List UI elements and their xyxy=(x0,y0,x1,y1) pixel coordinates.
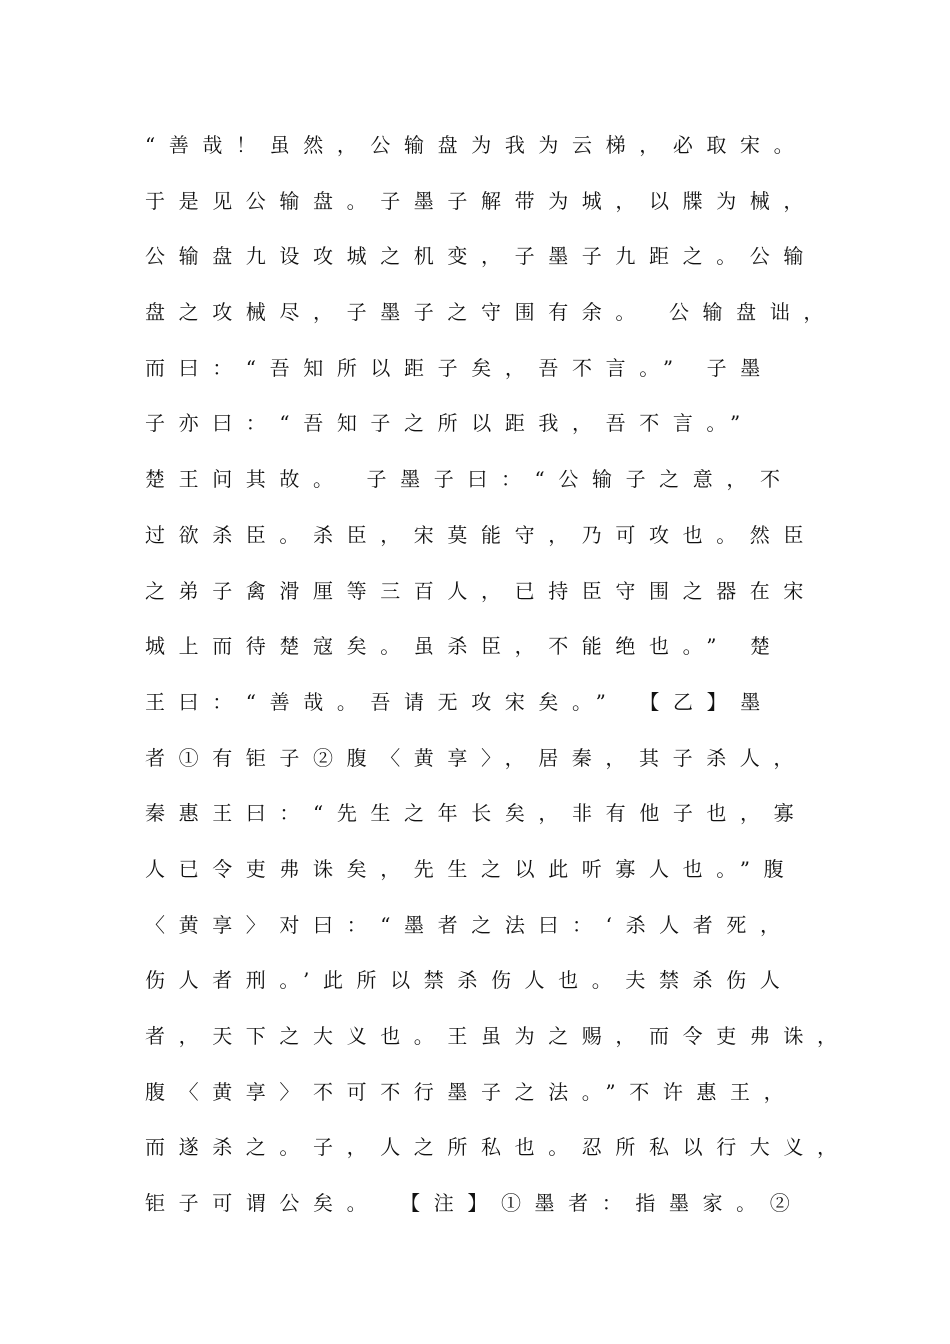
text-line: 钜子可谓公矣。 【注】①墨者：指墨家。② xyxy=(145,1191,804,1216)
text-line: 城上而待楚寇矣。虽杀臣，不能绝也。” 楚 xyxy=(145,634,784,659)
passage-text xyxy=(145,128,851,1242)
text-line: 之弟子禽滑厘等三百人，已持臣守围之器在宋 xyxy=(145,578,817,603)
text-line: 者，天下之大义也。王虽为之赐，而令吏弗诛， xyxy=(145,1024,851,1048)
text-line: 于是见公输盘。子墨子解带为城，以牒为械， xyxy=(145,188,817,213)
text-line: 过欲杀臣。杀臣，宋莫能守，乃可攻也。然臣 xyxy=(145,522,817,547)
text-line: 而曰：“吾知所以距子矣，吾不言。” 子墨 xyxy=(145,355,774,380)
text-line: 〈黄享〉对曰：“墨者之法曰：‘杀人者死， xyxy=(145,912,794,937)
text-line: 王曰：“善哉。吾请无攻宋矣。” 【乙】墨 xyxy=(145,689,774,714)
text-line: 子亦曰：“吾知子之所以距我，吾不言。” xyxy=(145,411,754,436)
text-line: 人已令吏弗诛矣，先生之以此听寡人也。”腹 xyxy=(145,856,798,881)
text-line: 者①有钜子②腹〈黄享〉，居秦，其子杀人， xyxy=(145,745,807,770)
text-line: 而遂杀之。子，人之所私也。忍所私以行大义， xyxy=(145,1135,851,1160)
text-line: 盘之攻械尽，子墨子之守围有余。 公输盘诎， xyxy=(145,300,837,325)
text-line: 楚王问其故。 子墨子曰：“公输子之意，不 xyxy=(145,467,794,492)
text-line: “善哉！虽然，公输盘为我为云梯，必取宋。 xyxy=(145,133,808,157)
text-line: 腹〈黄享〉不可不行墨子之法。”不许惠王， xyxy=(145,1079,798,1104)
text-line: 秦惠王曰：“先生之年长矣，非有他子也，寡 xyxy=(145,801,808,826)
text-line: 公输盘九设攻城之机变，子墨子九距之。公输 xyxy=(145,244,817,269)
text-line: 伤人者刑。’此所以禁杀伤人也。夫禁杀伤人 xyxy=(145,968,794,993)
